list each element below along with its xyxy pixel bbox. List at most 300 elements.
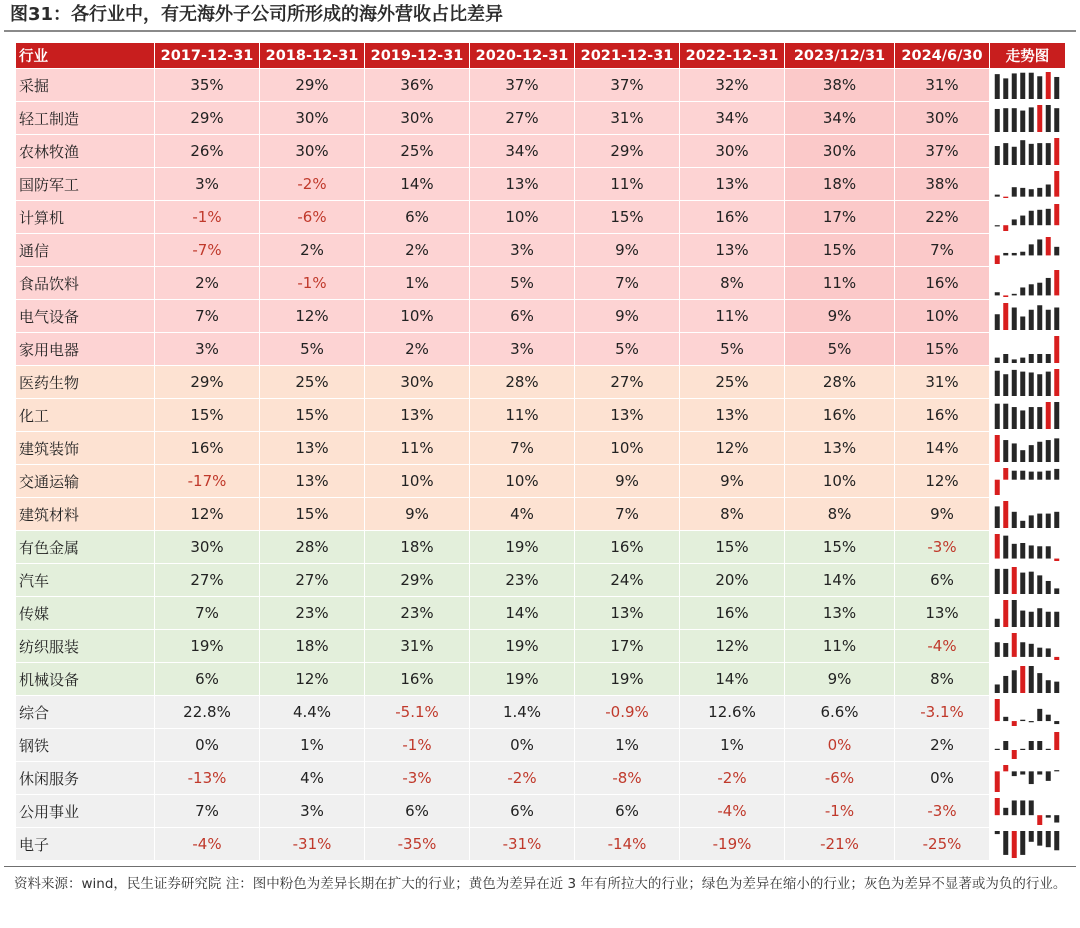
sparkline-bar bbox=[1046, 546, 1051, 558]
value-cell: 9% bbox=[785, 663, 895, 696]
industry-label: 化工 bbox=[16, 399, 155, 432]
trend-sparkline bbox=[990, 300, 1066, 333]
sparkline-bar bbox=[1012, 443, 1017, 462]
column-header-date: 2021-12-31 bbox=[575, 43, 680, 69]
industry-difference-table bbox=[15, 42, 1066, 861]
value-cell: 9% bbox=[575, 300, 680, 333]
industry-label: 交通运输 bbox=[16, 465, 155, 498]
value-cell: 13% bbox=[365, 399, 470, 432]
value-cell: 11% bbox=[785, 267, 895, 300]
sparkline-svg bbox=[990, 334, 1064, 365]
sparkline-svg bbox=[990, 598, 1064, 629]
value-cell: 10% bbox=[365, 300, 470, 333]
value-cell: 13% bbox=[260, 432, 365, 465]
sparkline-bar bbox=[995, 403, 1000, 428]
sparkline-bar bbox=[1054, 336, 1059, 363]
sparkline-bar bbox=[1003, 568, 1008, 593]
sparkline-bar bbox=[1029, 721, 1034, 722]
sparkline-bar bbox=[1003, 807, 1008, 814]
value-cell: 7% bbox=[155, 597, 260, 630]
value-cell: -14% bbox=[575, 828, 680, 861]
value-cell: 20% bbox=[680, 564, 785, 597]
sparkline-bar bbox=[1003, 716, 1008, 720]
trend-sparkline bbox=[990, 630, 1066, 663]
value-cell: 34% bbox=[785, 102, 895, 135]
sparkline-bar bbox=[1020, 450, 1025, 462]
sparkline-bar bbox=[1020, 610, 1025, 626]
value-cell: 0% bbox=[785, 729, 895, 762]
value-cell: -17% bbox=[155, 465, 260, 498]
trend-sparkline bbox=[990, 267, 1066, 300]
sparkline-svg bbox=[990, 235, 1064, 266]
value-cell: 6% bbox=[365, 795, 470, 828]
value-cell: 35% bbox=[155, 69, 260, 102]
value-cell: 12% bbox=[260, 300, 365, 333]
sparkline-bar bbox=[1054, 270, 1059, 295]
value-cell: -1% bbox=[785, 795, 895, 828]
value-cell: 9% bbox=[575, 234, 680, 267]
sparkline-bar bbox=[1020, 543, 1025, 559]
value-cell: -1% bbox=[260, 267, 365, 300]
industry-label: 机械设备 bbox=[16, 663, 155, 696]
value-cell: 16% bbox=[365, 663, 470, 696]
column-header-date: 2020-12-31 bbox=[470, 43, 575, 69]
sparkline-bar bbox=[1029, 571, 1034, 593]
value-cell: 16% bbox=[575, 531, 680, 564]
value-cell: 18% bbox=[260, 630, 365, 663]
industry-label: 纺织服装 bbox=[16, 630, 155, 663]
trend-sparkline bbox=[990, 135, 1066, 168]
sparkline-bar bbox=[1003, 108, 1008, 132]
value-cell: -3% bbox=[895, 531, 990, 564]
sparkline-bar bbox=[1046, 105, 1051, 132]
sparkline-bar bbox=[1029, 107, 1034, 132]
table-row bbox=[16, 102, 1066, 135]
value-cell: -6% bbox=[785, 762, 895, 795]
value-cell: 1% bbox=[260, 729, 365, 762]
value-cell: 30% bbox=[365, 366, 470, 399]
value-cell: 1% bbox=[365, 267, 470, 300]
sparkline-bar bbox=[1054, 108, 1059, 132]
trend-sparkline bbox=[990, 597, 1066, 630]
sparkline-bar bbox=[995, 314, 1000, 330]
industry-label: 采掘 bbox=[16, 69, 155, 102]
value-cell: 3% bbox=[260, 795, 365, 828]
industry-label: 医药生物 bbox=[16, 366, 155, 399]
sparkline-bar bbox=[1012, 750, 1017, 759]
value-cell: 6% bbox=[470, 795, 575, 828]
industry-label: 汽车 bbox=[16, 564, 155, 597]
sparkline-bar bbox=[1020, 748, 1025, 749]
value-cell: 15% bbox=[785, 531, 895, 564]
sparkline-bar bbox=[1012, 470, 1017, 479]
value-cell: 30% bbox=[155, 531, 260, 564]
sparkline-svg bbox=[990, 664, 1064, 695]
sparkline-svg bbox=[990, 499, 1064, 530]
sparkline-svg bbox=[990, 268, 1064, 299]
sparkline-bar bbox=[1037, 815, 1042, 825]
value-cell: -25% bbox=[895, 828, 990, 861]
industry-label: 公用事业 bbox=[16, 795, 155, 828]
value-cell: 7% bbox=[895, 234, 990, 267]
sparkline-svg bbox=[990, 103, 1064, 134]
sparkline-bar bbox=[1037, 105, 1042, 132]
sparkline-bar bbox=[1029, 210, 1034, 224]
value-cell: 11% bbox=[575, 168, 680, 201]
sparkline-bar bbox=[1046, 831, 1051, 847]
value-cell: 13% bbox=[680, 234, 785, 267]
sparkline-bar bbox=[1012, 108, 1017, 132]
value-cell: 15% bbox=[575, 201, 680, 234]
sparkline-bar bbox=[1054, 611, 1059, 626]
value-cell: -2% bbox=[470, 762, 575, 795]
table-row bbox=[16, 135, 1066, 168]
industry-label: 家用电器 bbox=[16, 333, 155, 366]
sparkline-svg bbox=[990, 829, 1064, 860]
value-cell: 37% bbox=[470, 69, 575, 102]
sparkline-bar bbox=[1003, 78, 1008, 99]
sparkline-bar bbox=[1046, 815, 1051, 817]
sparkline-bar bbox=[1003, 643, 1008, 657]
sparkline-bar bbox=[1046, 748, 1051, 749]
industry-label: 计算机 bbox=[16, 201, 155, 234]
value-cell: 22.8% bbox=[155, 696, 260, 729]
value-cell: 36% bbox=[365, 69, 470, 102]
sparkline-bar bbox=[1037, 76, 1042, 99]
sparkline-bar bbox=[1003, 440, 1008, 462]
table-row bbox=[16, 663, 1066, 696]
sparkline-bar bbox=[1046, 277, 1051, 294]
value-cell: 19% bbox=[470, 663, 575, 696]
sparkline-bar bbox=[1020, 800, 1025, 815]
sparkline-svg bbox=[990, 466, 1064, 497]
value-cell: 31% bbox=[895, 366, 990, 399]
sparkline-bar bbox=[1029, 471, 1034, 479]
trend-sparkline bbox=[990, 201, 1066, 234]
value-cell: 19% bbox=[470, 630, 575, 663]
sparkline-bar bbox=[995, 108, 1000, 131]
sparkline-bar bbox=[995, 194, 1000, 196]
industry-label: 农林牧渔 bbox=[16, 135, 155, 168]
trend-sparkline bbox=[990, 795, 1066, 828]
sparkline-bar bbox=[1046, 184, 1051, 196]
value-cell: 4% bbox=[260, 762, 365, 795]
value-cell: -1% bbox=[365, 729, 470, 762]
value-cell: 38% bbox=[785, 69, 895, 102]
sparkline-bar bbox=[995, 292, 1000, 295]
sparkline-bar bbox=[1046, 580, 1051, 593]
sparkline-bar bbox=[1020, 140, 1025, 165]
value-cell: 13% bbox=[895, 597, 990, 630]
table-row bbox=[16, 300, 1066, 333]
sparkline-bar bbox=[1003, 252, 1008, 254]
value-cell: 25% bbox=[365, 135, 470, 168]
sparkline-bar bbox=[1012, 670, 1017, 693]
sparkline-bar bbox=[1012, 633, 1017, 657]
value-cell: 30% bbox=[260, 102, 365, 135]
value-cell: 7% bbox=[470, 432, 575, 465]
value-cell: 24% bbox=[575, 564, 680, 597]
sparkline-svg bbox=[990, 433, 1064, 464]
column-header-date: 2022-12-31 bbox=[680, 43, 785, 69]
table-header-row bbox=[16, 43, 1066, 69]
sparkline-bar bbox=[1037, 673, 1042, 693]
value-cell: 22% bbox=[895, 201, 990, 234]
value-cell: 8% bbox=[680, 498, 785, 531]
sparkline-svg bbox=[990, 400, 1064, 431]
sparkline-bar bbox=[1037, 143, 1042, 165]
sparkline-bar bbox=[1012, 831, 1017, 858]
value-cell: 29% bbox=[155, 366, 260, 399]
sparkline-bar bbox=[1003, 225, 1008, 231]
trend-sparkline bbox=[990, 729, 1066, 762]
sparkline-bar bbox=[1020, 215, 1025, 225]
sparkline-svg bbox=[990, 70, 1064, 101]
column-header-date: 2023/12/31 bbox=[785, 43, 895, 69]
sparkline-bar bbox=[1054, 402, 1059, 429]
value-cell: -2% bbox=[260, 168, 365, 201]
value-cell: 13% bbox=[575, 597, 680, 630]
sparkline-bar bbox=[1037, 831, 1042, 846]
sparkline-bar bbox=[1012, 800, 1017, 815]
sparkline-bar bbox=[995, 435, 1000, 462]
sparkline-bar bbox=[1037, 354, 1042, 363]
value-cell: -3% bbox=[365, 762, 470, 795]
value-cell: 31% bbox=[365, 630, 470, 663]
sparkline-svg bbox=[990, 631, 1064, 662]
trend-sparkline bbox=[990, 234, 1066, 267]
sparkline-bar bbox=[995, 225, 1000, 226]
sparkline-bar bbox=[1054, 204, 1059, 225]
sparkline-bar bbox=[1046, 714, 1051, 720]
sparkline-bar bbox=[1020, 719, 1025, 720]
value-cell: -21% bbox=[785, 828, 895, 861]
trend-sparkline bbox=[990, 69, 1066, 102]
sparkline-bar bbox=[1012, 73, 1017, 99]
value-cell: 16% bbox=[680, 597, 785, 630]
industry-label: 轻工制造 bbox=[16, 102, 155, 135]
sparkline-bar bbox=[1003, 501, 1008, 528]
sparkline-bar bbox=[1046, 513, 1051, 527]
value-cell: 26% bbox=[155, 135, 260, 168]
value-cell: 18% bbox=[365, 531, 470, 564]
table-row bbox=[16, 465, 1066, 498]
table-row bbox=[16, 201, 1066, 234]
value-cell: 7% bbox=[155, 300, 260, 333]
sparkline-svg bbox=[990, 169, 1064, 200]
value-cell: 11% bbox=[785, 630, 895, 663]
sparkline-bar bbox=[1020, 410, 1025, 429]
sparkline-bar bbox=[1037, 741, 1042, 750]
sparkline-bar bbox=[1003, 196, 1008, 197]
sparkline-bar bbox=[1029, 666, 1034, 693]
table-row bbox=[16, 333, 1066, 366]
value-cell: -3% bbox=[895, 795, 990, 828]
value-cell: 15% bbox=[895, 333, 990, 366]
trend-sparkline bbox=[990, 465, 1066, 498]
sparkline-bar bbox=[995, 74, 1000, 99]
sparkline-bar bbox=[1054, 511, 1059, 527]
value-cell: 2% bbox=[260, 234, 365, 267]
title-divider bbox=[4, 30, 1076, 32]
sparkline-bar bbox=[1037, 282, 1042, 295]
sparkline-bar bbox=[995, 255, 1000, 264]
sparkline-svg bbox=[990, 796, 1064, 827]
table-row bbox=[16, 432, 1066, 465]
value-cell: 27% bbox=[260, 564, 365, 597]
value-cell: 11% bbox=[365, 432, 470, 465]
sparkline-bar bbox=[1012, 219, 1017, 225]
sparkline-bar bbox=[1003, 354, 1008, 363]
value-cell: 14% bbox=[365, 168, 470, 201]
sparkline-bar bbox=[1046, 771, 1051, 781]
value-cell: -3.1% bbox=[895, 696, 990, 729]
sparkline-svg bbox=[990, 202, 1064, 233]
value-cell: 19% bbox=[470, 531, 575, 564]
sparkline-bar bbox=[1037, 374, 1042, 396]
industry-label: 电气设备 bbox=[16, 300, 155, 333]
value-cell: 14% bbox=[785, 564, 895, 597]
sparkline-bar bbox=[1029, 643, 1034, 656]
industry-label: 国防军工 bbox=[16, 168, 155, 201]
sparkline-bar bbox=[1012, 187, 1017, 196]
sparkline-bar bbox=[995, 568, 1000, 593]
value-cell: 17% bbox=[575, 630, 680, 663]
industry-label: 食品饮料 bbox=[16, 267, 155, 300]
value-cell: 2% bbox=[895, 729, 990, 762]
sparkline-svg bbox=[990, 301, 1064, 332]
sparkline-bar bbox=[1029, 354, 1034, 363]
value-cell: 7% bbox=[575, 498, 680, 531]
value-cell: 14% bbox=[470, 597, 575, 630]
sparkline-bar bbox=[1012, 543, 1017, 558]
sparkline-bar bbox=[1046, 309, 1051, 329]
sparkline-bar bbox=[1046, 354, 1051, 363]
sparkline-bar bbox=[1020, 316, 1025, 330]
value-cell: -35% bbox=[365, 828, 470, 861]
sparkline-bar bbox=[1003, 295, 1008, 297]
sparkline-bar bbox=[1054, 815, 1059, 822]
sparkline-bar bbox=[995, 479, 1000, 494]
sparkline-bar bbox=[1029, 143, 1034, 164]
value-cell: 5% bbox=[785, 333, 895, 366]
sparkline-bar bbox=[1029, 800, 1034, 815]
sparkline-bar bbox=[1054, 558, 1059, 560]
value-cell: 2% bbox=[155, 267, 260, 300]
value-cell: 8% bbox=[785, 498, 895, 531]
sparkline-bar bbox=[995, 798, 1000, 815]
sparkline-bar bbox=[995, 146, 1000, 165]
sparkline-bar bbox=[1020, 371, 1025, 395]
table-row bbox=[16, 630, 1066, 663]
value-cell: 13% bbox=[260, 465, 365, 498]
trend-sparkline bbox=[990, 498, 1066, 531]
sparkline-svg bbox=[990, 532, 1064, 563]
sparkline-bar bbox=[1020, 357, 1025, 362]
value-cell: 9% bbox=[895, 498, 990, 531]
sparkline-bar bbox=[1029, 445, 1034, 462]
sparkline-bar bbox=[1012, 567, 1017, 594]
sparkline-bar bbox=[1037, 209, 1042, 224]
value-cell: 13% bbox=[785, 597, 895, 630]
sparkline-bar bbox=[1046, 680, 1051, 693]
sparkline-bar bbox=[1054, 138, 1059, 165]
value-cell: 0% bbox=[155, 729, 260, 762]
value-cell: 3% bbox=[470, 333, 575, 366]
trend-sparkline bbox=[990, 564, 1066, 597]
value-cell: -4% bbox=[155, 828, 260, 861]
value-cell: 11% bbox=[470, 399, 575, 432]
source-note: 资料来源：wind，民生证券研究院 注：图中粉色为差异长期在扩大的行业；黄色为差异在近 3 年有所拉大的行业；绿色为差异在缩小的行业；灰色为差异不显著或为负的行业。 bbox=[14, 876, 1067, 892]
table-row bbox=[16, 366, 1066, 399]
value-cell: 12% bbox=[155, 498, 260, 531]
sparkline-bar bbox=[1020, 642, 1025, 657]
value-cell: 30% bbox=[895, 102, 990, 135]
table-row bbox=[16, 828, 1066, 861]
value-cell: 16% bbox=[895, 399, 990, 432]
sparkline-bar bbox=[1037, 441, 1042, 461]
sparkline-bar bbox=[1029, 515, 1034, 528]
sparkline-bar bbox=[1029, 372, 1034, 396]
sparkline-bar bbox=[1020, 572, 1025, 593]
value-cell: 5% bbox=[575, 333, 680, 366]
sparkline-svg bbox=[990, 565, 1064, 596]
sparkline-bar bbox=[1037, 407, 1042, 429]
value-cell: -31% bbox=[260, 828, 365, 861]
value-cell: -6% bbox=[260, 201, 365, 234]
sparkline-svg bbox=[990, 730, 1064, 761]
sparkline-bar bbox=[1003, 741, 1008, 750]
table-row bbox=[16, 564, 1066, 597]
trend-sparkline bbox=[990, 531, 1066, 564]
table-row bbox=[16, 498, 1066, 531]
table-row bbox=[16, 399, 1066, 432]
value-cell: -31% bbox=[470, 828, 575, 861]
value-cell: 9% bbox=[575, 465, 680, 498]
value-cell: 17% bbox=[785, 201, 895, 234]
trend-sparkline bbox=[990, 432, 1066, 465]
sparkline-bar bbox=[1046, 371, 1051, 395]
sparkline-bar bbox=[1054, 369, 1059, 396]
value-cell: -4% bbox=[680, 795, 785, 828]
value-cell: 28% bbox=[470, 366, 575, 399]
value-cell: 19% bbox=[575, 663, 680, 696]
value-cell: 6.6% bbox=[785, 696, 895, 729]
value-cell: 29% bbox=[155, 102, 260, 135]
sparkline-bar bbox=[1037, 187, 1042, 196]
value-cell: 16% bbox=[155, 432, 260, 465]
sparkline-bar bbox=[1029, 284, 1034, 295]
sparkline-bar bbox=[1029, 407, 1034, 429]
sparkline-bar bbox=[1037, 239, 1042, 255]
sparkline-bar bbox=[1029, 545, 1034, 558]
value-cell: 3% bbox=[470, 234, 575, 267]
sparkline-bar bbox=[1037, 708, 1042, 720]
sparkline-bar bbox=[1037, 471, 1042, 479]
sparkline-bar bbox=[1054, 732, 1059, 750]
sparkline-bar bbox=[1054, 831, 1059, 850]
sparkline-bar bbox=[995, 642, 1000, 657]
table-row bbox=[16, 762, 1066, 795]
value-cell: 2% bbox=[365, 234, 470, 267]
sparkline-bar bbox=[995, 618, 1000, 626]
value-cell: 13% bbox=[470, 168, 575, 201]
sparkline-bar bbox=[1003, 468, 1008, 480]
sparkline-bar bbox=[1003, 675, 1008, 692]
value-cell: 9% bbox=[785, 300, 895, 333]
value-cell: 10% bbox=[365, 465, 470, 498]
value-cell: -8% bbox=[575, 762, 680, 795]
